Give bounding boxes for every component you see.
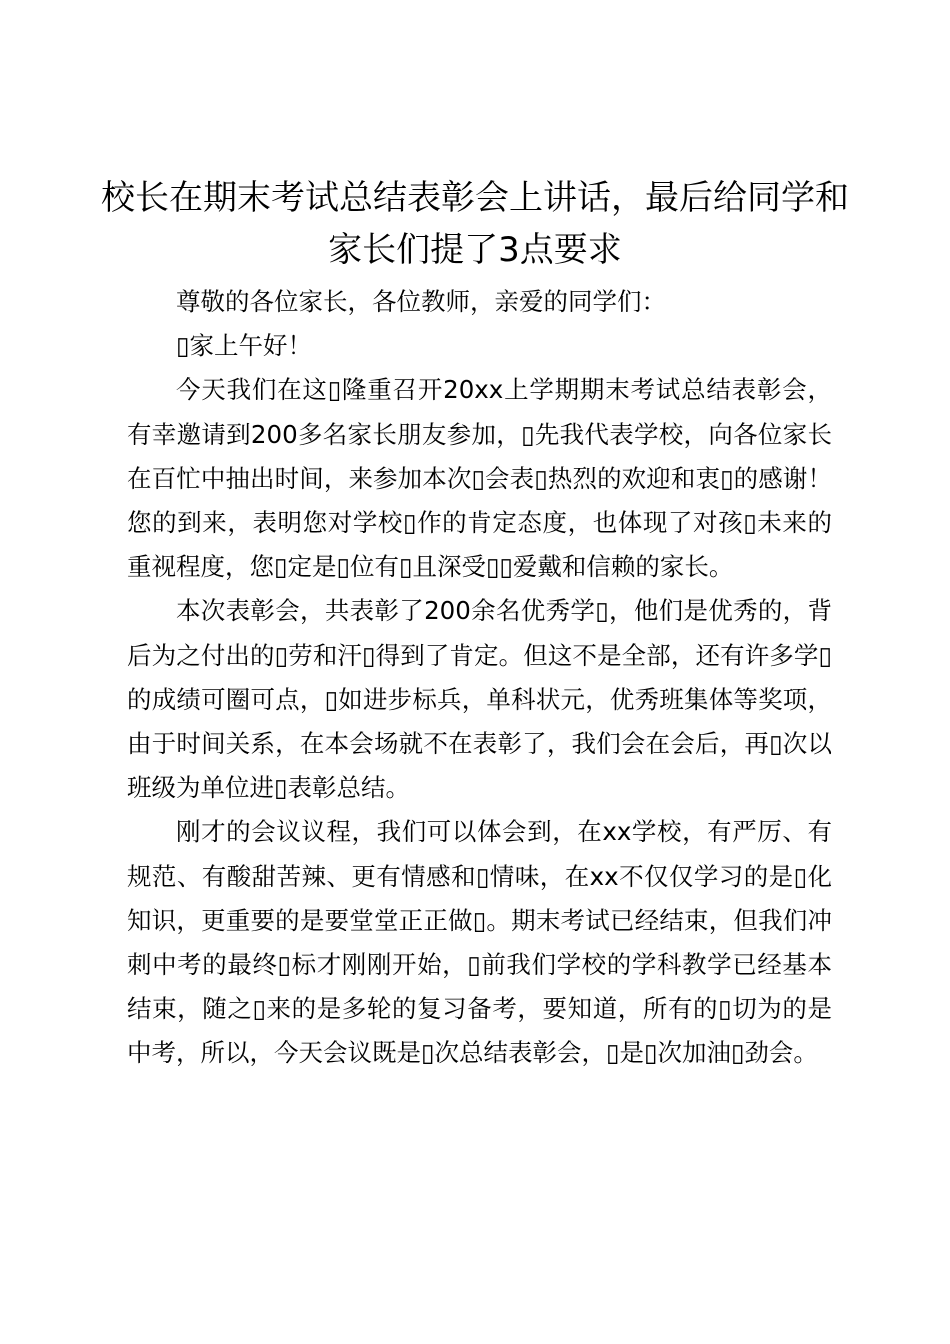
paragraph-agenda: 刚才的会议议程，我们可以体会到，在xx学校，有严厉、有规范、有酸甜苦辣、更有情感和▯情味，在xx不仅仅学习的是▯化知识，更重要的是要堂堂正正做▯。期末考试已经结束，但我们冲刺中考的最终▯标才刚刚开始，▯前我们学校的学科教学已经基本结束，随之▯来的是多轮的复习备考，要知道，所有的▯切为的是中考，所以，今天会议既是▯次总结表彰会，▯是▯次加油▯劲会。 [127,817,832,1068]
document-body [127,280,832,1076]
paragraph-welcome: 今天我们在这▯隆重召开20xx上学期期末考试总结表彰会，有幸邀请到200多名家长朋友参加，▯先我代表学校，向各位家长在百忙中抽出时间，来参加本次▯会表▯热烈的欢迎和衷▯的感谢！您的到来，表明您对学校▯作的肯定态度，也体现了对孩▯未来的重视程度，您▯定是▯位有▯且深受▯▯爱戴和信赖的家长。 [127,375,832,582]
paragraph-awards: 本次表彰会，共表彰了200余名优秀学▯，他们是优秀的，背后为之付出的▯劳和汗▯得到了肯定。但这不是全部，还有许多学▯的成绩可圈可点，▯如进步标兵，单科状元，优秀班集体等奖项，由于时间关系，在本会场就不在表彰了，我们会在会后，再▯次以班级为单位进▯表彰总结。 [127,596,832,803]
paragraph-salutation: 尊敬的各位家长，各位教师，亲爱的同学们： [176,287,666,316]
document-title: 校长在期末考试总结表彰会上讲话，最后给同学和家长们提了3点要求 [101,178,849,270]
paragraph-greeting: ▯家上午好！ [176,331,312,361]
